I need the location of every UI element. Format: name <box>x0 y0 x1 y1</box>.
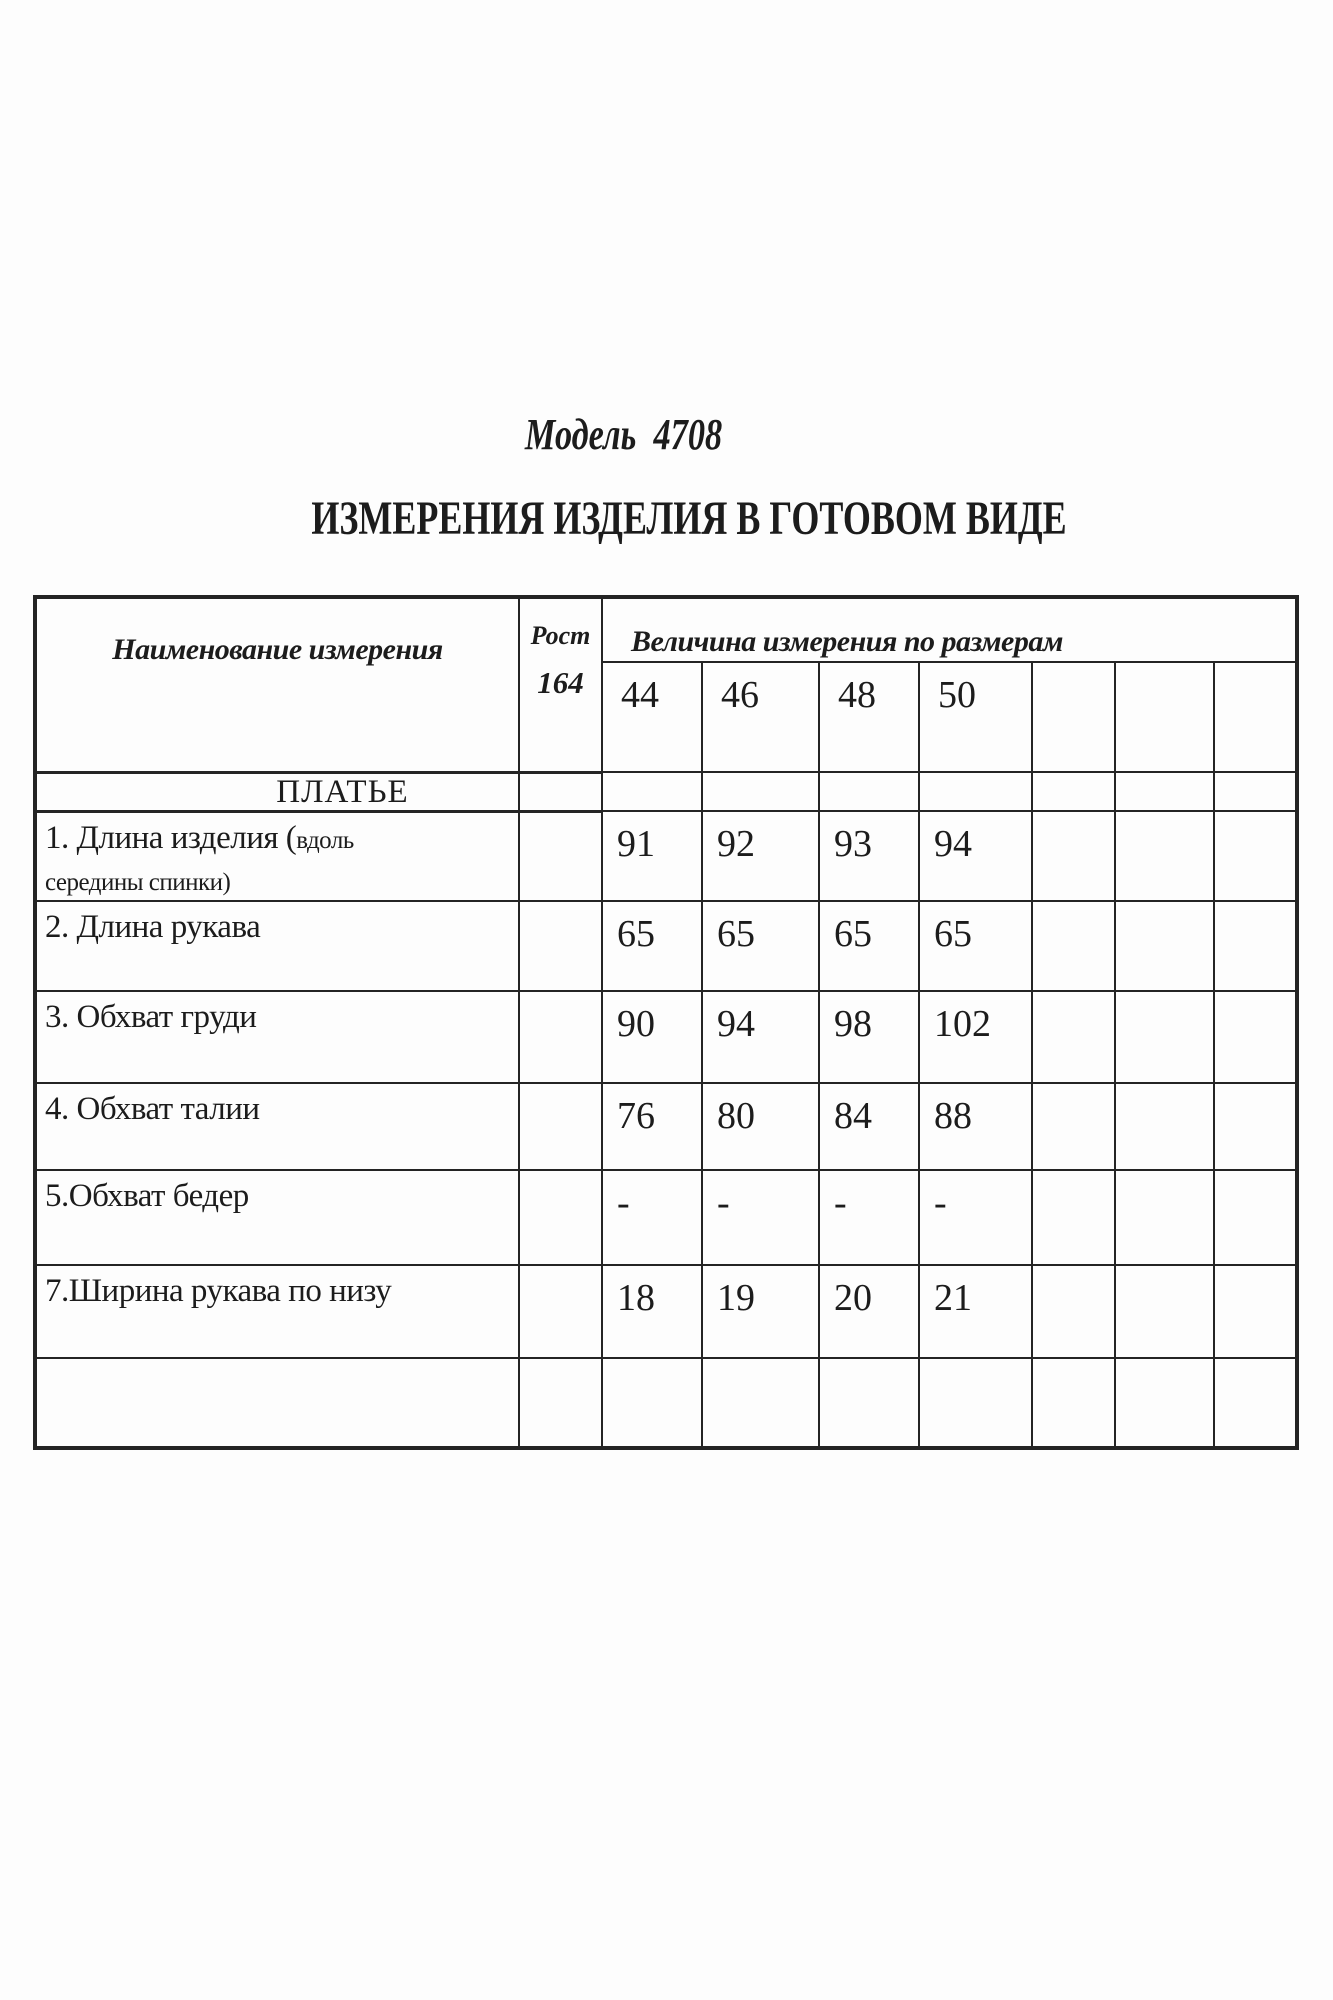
size-header: 46 <box>702 662 819 772</box>
model-title-row <box>0 0 1333 459</box>
empty-cell <box>1115 1083 1214 1170</box>
measurement-label: 7.Ширина рукава по низу <box>35 1265 519 1358</box>
measurement-value: 65 <box>819 901 919 991</box>
empty-cell <box>1115 811 1214 901</box>
empty-cell <box>519 1358 602 1448</box>
empty-cell <box>1032 1170 1115 1265</box>
model-title: Модель 4708 <box>524 410 723 459</box>
size-header: 44 <box>602 662 702 772</box>
measurement-value: 20 <box>819 1265 919 1358</box>
empty-cell <box>1032 662 1115 772</box>
measurement-value: 84 <box>819 1083 919 1170</box>
height-label: Рост <box>530 621 591 650</box>
measurement-label: 1. Длина изделия (вдоль середины спинки) <box>35 811 519 901</box>
empty-cell <box>1032 991 1115 1083</box>
column-header-name: Наименование измерения <box>35 597 519 772</box>
header-row <box>35 597 1297 662</box>
empty-cell <box>1115 991 1214 1083</box>
table-row <box>35 811 1297 901</box>
section-title: ПЛАТЬЕ <box>35 772 519 811</box>
measurement-label: 5.Обхват бедер <box>35 1170 519 1265</box>
page-title: ИЗМЕРЕНИЯ ИЗДЕЛИЯ В ГОТОВОМ ВИДЕ <box>311 492 1067 545</box>
size-header: 50 <box>919 662 1032 772</box>
measurement-value: 90 <box>602 991 702 1083</box>
empty-cell <box>519 901 602 991</box>
measurement-value: 94 <box>702 991 819 1083</box>
measurement-value: 102 <box>919 991 1032 1083</box>
table-row <box>35 1265 1297 1358</box>
empty-cell <box>602 1358 702 1448</box>
measurement-value: 80 <box>702 1083 819 1170</box>
empty-cell <box>1115 1265 1214 1358</box>
table-row <box>35 1083 1297 1170</box>
empty-cell <box>519 1083 602 1170</box>
empty-cell <box>919 1358 1032 1448</box>
measurement-label: 2. Длина рукава <box>35 901 519 991</box>
empty-cell <box>1032 772 1115 811</box>
measurement-value: 18 <box>602 1265 702 1358</box>
empty-cell <box>1032 1083 1115 1170</box>
measurement-value: 65 <box>919 901 1032 991</box>
empty-cell <box>1214 991 1297 1083</box>
measurement-value: 19 <box>702 1265 819 1358</box>
empty-cell <box>1214 1170 1297 1265</box>
measurement-value: - <box>602 1170 702 1265</box>
measurements-table <box>33 595 1299 1450</box>
empty-cell <box>1214 1083 1297 1170</box>
measurement-value: 76 <box>602 1083 702 1170</box>
empty-cell <box>519 811 602 901</box>
empty-cell <box>35 1358 519 1448</box>
empty-cell <box>1115 662 1214 772</box>
measurement-value: 94 <box>919 811 1032 901</box>
empty-cell <box>1032 811 1115 901</box>
empty-cell <box>819 1358 919 1448</box>
empty-cell <box>1214 1265 1297 1358</box>
empty-cell <box>1214 811 1297 901</box>
empty-cell <box>519 772 602 811</box>
empty-cell <box>519 1265 602 1358</box>
table-row <box>35 1358 1297 1448</box>
size-header: 48 <box>819 662 919 772</box>
section-row <box>35 772 1297 811</box>
empty-cell <box>702 772 819 811</box>
measurement-value: 88 <box>919 1083 1032 1170</box>
table-row <box>35 901 1297 991</box>
empty-cell <box>602 772 702 811</box>
empty-cell <box>1115 772 1214 811</box>
measurement-value: 21 <box>919 1265 1032 1358</box>
measurement-value: 98 <box>819 991 919 1083</box>
empty-cell <box>1214 662 1297 772</box>
column-header-sizes-span: Величина измерения по размерам <box>602 597 1297 662</box>
empty-cell <box>1214 1358 1297 1448</box>
measurement-value: 92 <box>702 811 819 901</box>
empty-cell <box>919 772 1032 811</box>
measurement-value: 93 <box>819 811 919 901</box>
height-value: 164 <box>537 665 584 700</box>
measurement-value: - <box>919 1170 1032 1265</box>
empty-cell <box>1032 1265 1115 1358</box>
measurement-value: - <box>819 1170 919 1265</box>
measurement-label: 3. Обхват груди <box>35 991 519 1083</box>
measurement-value: - <box>702 1170 819 1265</box>
empty-cell <box>1115 901 1214 991</box>
empty-cell <box>519 1170 602 1265</box>
empty-cell <box>1115 1358 1214 1448</box>
table-row <box>35 1170 1297 1265</box>
empty-cell <box>702 1358 819 1448</box>
measurement-value: 65 <box>602 901 702 991</box>
measurement-value: 91 <box>602 811 702 901</box>
measurement-label: 4. Обхват талии <box>35 1083 519 1170</box>
empty-cell <box>819 772 919 811</box>
empty-cell <box>1214 901 1297 991</box>
measurement-value: 65 <box>702 901 819 991</box>
column-header-height <box>519 597 602 772</box>
empty-cell <box>1032 1358 1115 1448</box>
table-row <box>35 991 1297 1083</box>
empty-cell <box>1214 772 1297 811</box>
empty-cell <box>519 991 602 1083</box>
heading-row <box>0 492 1333 545</box>
empty-cell <box>1032 901 1115 991</box>
empty-cell <box>1115 1170 1214 1265</box>
